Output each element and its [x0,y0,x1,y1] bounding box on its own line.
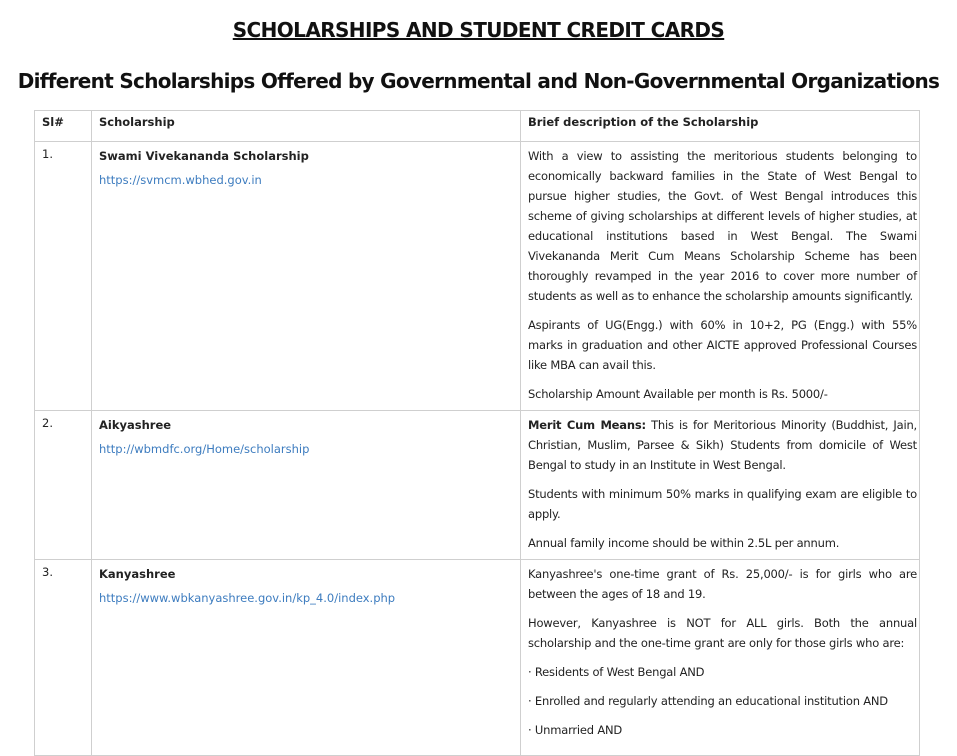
scholarship-name: Aikyashree [99,418,172,432]
description-bullet: · Residents of West Bengal AND [528,665,705,679]
description-paragraph: However, Kanyashree is NOT for ALL girls. Both the annual scholarship and the one-time grant are only for those girls who are: [528,616,917,650]
table-header-row [35,111,920,142]
description-paragraph: Kanyashree's one-time grant of Rs. 25,000/- is for girls who are between the ages of 18 and 19. [528,567,917,601]
scholarship-name: Kanyashree [99,567,176,581]
scholarship-link[interactable]: http://wbmdfc.org/Home/scholarship [99,442,310,456]
page-title: SCHOLARSHIPS AND STUDENT CREDIT CARDS [232,18,725,42]
header-scholarship: Scholarship [92,111,521,142]
scholarship-name: Swami Vivekananda Scholarship [99,149,309,163]
description-text: This is for Meritorious Minority (Buddhist, Jain, Christian, Muslim, Parsee & Sikh) Students from domicile of West Bengal to study in an Institute in West Bengal. [528,418,918,472]
scholarship-link[interactable]: https://www.wbkanyashree.gov.in/kp_4.0/index.php [99,591,396,605]
header-sl: Sl# [35,111,92,142]
row-number: 2. [35,411,92,560]
description-paragraph: Students with minimum 50% marks in qualifying exam are eligible to apply. [528,487,917,521]
scholarship-cell [92,142,521,411]
table-row [35,411,920,560]
header-description: Brief description of the Scholarship [521,111,920,142]
scholarship-link[interactable]: https://svmcm.wbhed.gov.in [99,173,262,187]
description-paragraph: With a view to assisting the meritorious students belonging to economically backward families in the State of West Bengal to pursue higher studies, the Govt. of West Bengal introduces this scheme of giving scholarships at different levels of higher studies, at educational institutions based in West Bengal. The Swami Vivekananda Merit Cum Means Scholarship Scheme has been thoroughly revamped in the year 2016 to cover more number of students as well as to enhance the scholarship amounts significantly. [528,149,917,303]
table-row [35,142,920,411]
description-cell [521,560,920,756]
row-number: 3. [35,560,92,756]
description-cell [521,411,920,560]
description-bold-lead: Merit Cum Means: [528,418,646,432]
scholarship-cell [92,560,521,756]
description-bullet: · Enrolled and regularly attending an educational institution AND [528,694,888,708]
row-number: 1. [35,142,92,411]
description-paragraph: Scholarship Amount Available per month is Rs. 5000/- [528,387,828,401]
description-cell [521,142,920,411]
description-paragraph [528,415,917,475]
description-paragraph: Aspirants of UG(Engg.) with 60% in 10+2, PG (Engg.) with 55% marks in graduation and other AICTE approved Professional Courses like MBA can avail this. [528,318,917,372]
description-bullet: · Unmarried AND [528,723,623,737]
description-paragraph: Annual family income should be within 2.5L per annum. [528,536,840,550]
scholarship-cell [92,411,521,560]
scholarship-table [34,110,920,756]
table-row [35,560,920,756]
page-subtitle: Different Scholarships Offered by Governmental and Non-Governmental Organizations [17,69,940,93]
